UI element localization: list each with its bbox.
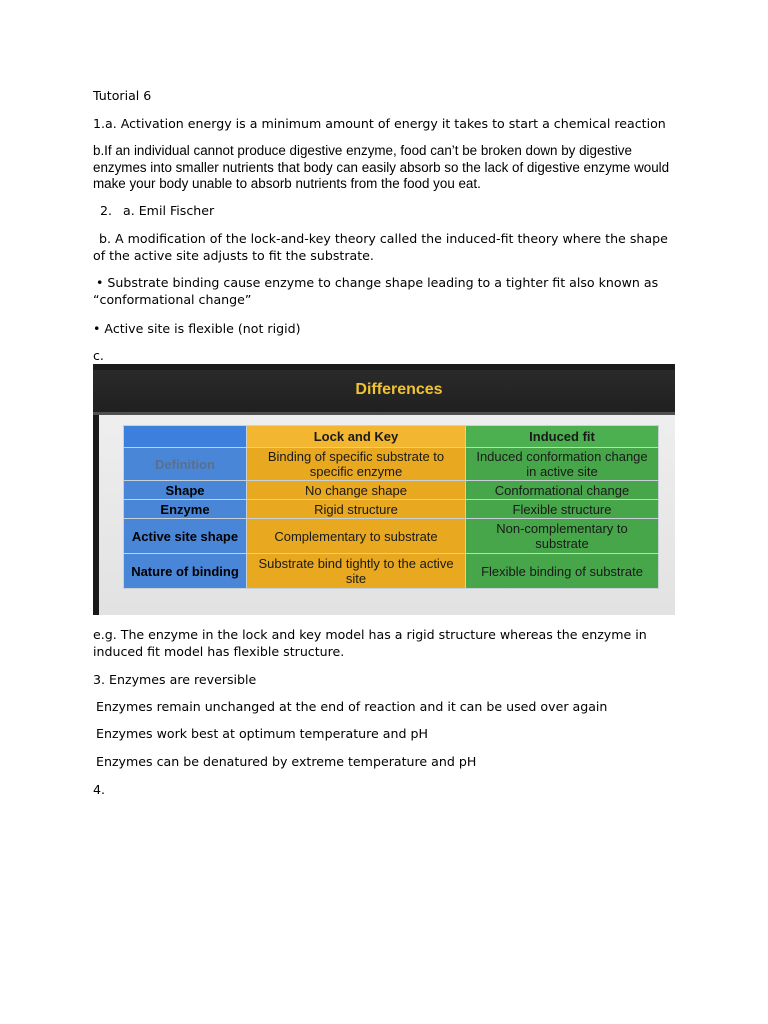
bullet-flexible-active-site: • Active site is flexible (not rigid)	[93, 321, 301, 336]
lock-and-key-cell: Binding of specific substrate to specific enzyme	[247, 448, 466, 481]
answer-2b: b. A modification of the lock-and-key theory called the induced-fit theory where the shape of the active site adjusts to fit the substrate.	[93, 231, 668, 263]
header-induced-fit: Induced fit	[466, 426, 659, 448]
induced-fit-cell: Non-complementary to substrate	[466, 519, 659, 554]
row-label: Nature of binding	[124, 554, 247, 589]
answer-3-line-3: Enzymes can be denatured by extreme temperature and pH	[96, 754, 477, 769]
table-row	[124, 500, 659, 519]
table-row	[124, 554, 659, 589]
answer-3-line-1: Enzymes remain unchanged at the end of reaction and it can be used over again	[96, 699, 608, 714]
question-2-number: 2.	[100, 203, 113, 218]
induced-fit-cell: Flexible binding of substrate	[466, 554, 659, 589]
table-row	[124, 481, 659, 500]
lock-and-key-cell: Rigid structure	[247, 500, 466, 519]
lock-and-key-cell: Complementary to substrate	[247, 519, 466, 554]
header-lock-and-key: Lock and Key	[247, 426, 466, 448]
example-comparison: e.g. The enzyme in the lock and key model has a rigid structure whereas the enzyme in induced fit model has flexible structure.	[93, 627, 647, 659]
row-label: Shape	[124, 481, 247, 500]
induced-fit-cell: Induced conformation change in active site	[466, 448, 659, 481]
lock-and-key-cell: No change shape	[247, 481, 466, 500]
answer-2a: a. Emil Fischer	[123, 203, 215, 218]
row-label: Active site shape	[124, 519, 247, 554]
table-row	[124, 448, 659, 481]
answer-1a: 1.a. Activation energy is a minimum amount of energy it takes to start a chemical reaction	[93, 116, 666, 131]
bullet-conformational-change: • Substrate binding cause enzyme to change shape leading to a tighter fit also known as “conformational change”	[93, 275, 659, 307]
question-4-number: 4.	[93, 782, 106, 797]
induced-fit-cell: Flexible structure	[466, 500, 659, 519]
answer-3: 3. Enzymes are reversible	[93, 672, 257, 687]
answer-2c-label: c.	[93, 348, 104, 363]
row-label: Enzyme	[124, 500, 247, 519]
induced-fit-cell: Conformational change	[466, 481, 659, 500]
differences-table	[123, 425, 659, 589]
table-row	[124, 519, 659, 554]
slide-title: Differences	[355, 381, 443, 398]
answer-3-line-2: Enzymes work best at optimum temperature and pH	[96, 726, 428, 741]
lock-and-key-cell: Substrate bind tightly to the active site	[247, 554, 466, 589]
row-label: Definition	[124, 448, 247, 481]
table-header-row	[124, 426, 659, 448]
header-empty-cell	[124, 426, 247, 448]
document-title: Tutorial 6	[93, 88, 152, 103]
answer-1b: b.If an individual cannot produce digestive enzyme, food can’t be broken down by digestive enzymes into smaller nutrients that body can easily absorb so the lack of digestive enzyme would make your body unable to absorb nutrients from the food you eat.	[93, 143, 670, 191]
